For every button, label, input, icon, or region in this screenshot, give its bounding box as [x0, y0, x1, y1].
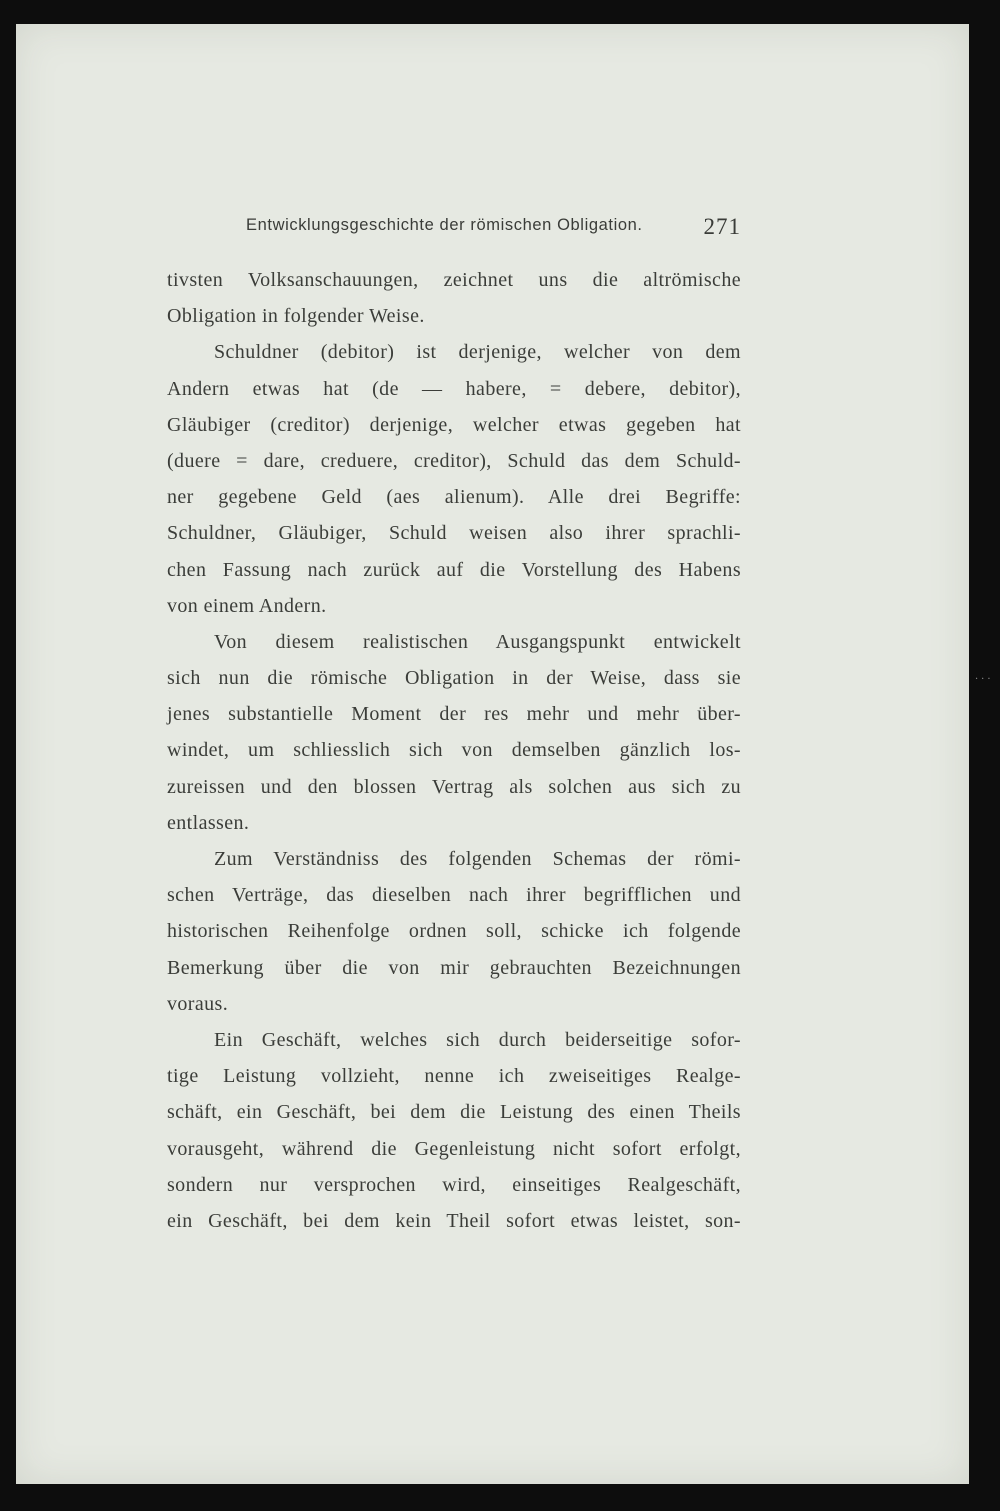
page-edge-dots: ···: [975, 674, 994, 685]
text-line: voraus.: [167, 992, 229, 1015]
running-head: [246, 214, 741, 244]
text-line: Schuldner, Gläubiger, Schuld weisen also ihrer sprachli-: [167, 522, 741, 545]
paragraph-3: [167, 624, 741, 841]
text-line: zureissen und den blossen Vertrag als solchen aus sich zu: [167, 775, 741, 798]
text-line: chen Fassung nach zurück auf die Vorstellung des Habens: [167, 558, 741, 581]
running-title: Entwicklungsgeschichte der römischen Obligation.: [246, 216, 643, 234]
text-line: windet, um schliesslich sich von demselben gänzlich los-: [167, 739, 741, 762]
text-line: tige Leistung vollzieht, nenne ich zweiseitiges Realge-: [167, 1065, 741, 1088]
page-number: 271: [703, 214, 741, 239]
text-line: Von diesem realistischen Ausgangspunkt entwickelt: [214, 630, 741, 653]
text-line: historischen Reihenfolge ordnen soll, schicke ich folgende: [167, 920, 741, 943]
text-line: Obligation in folgender Weise.: [167, 305, 425, 328]
body-text: [167, 262, 741, 1239]
text-line: entlassen.: [167, 811, 250, 834]
text-line: schäft, ein Geschäft, bei dem die Leistung des einen Theils: [167, 1101, 741, 1124]
text-line: ein Geschäft, bei dem kein Theil sofort etwas leistet, son-: [167, 1209, 741, 1232]
paragraph-4: [167, 841, 741, 1022]
book-page: [16, 24, 969, 1484]
paragraph-5: [167, 1022, 741, 1239]
text-line: jenes substantielle Moment der res mehr und mehr über-: [167, 703, 741, 726]
text-line: (duere = dare, creduere, creditor), Schuld das dem Schuld-: [167, 449, 741, 472]
paragraph-2: [167, 334, 741, 624]
text-line: Ein Geschäft, welches sich durch beiderseitige sofor-: [214, 1028, 741, 1051]
text-line: Andern etwas hat (de — habere, = debere, debitor),: [167, 377, 741, 400]
text-line: Schuldner (debitor) ist derjenige, welcher von dem: [214, 341, 741, 364]
text-line: sondern nur versprochen wird, einseitiges Realgeschäft,: [167, 1173, 741, 1196]
text-line: Bemerkung über die von mir gebrauchten Bezeichnungen: [167, 956, 741, 979]
text-line: vorausgeht, während die Gegenleistung nicht sofort erfolgt,: [167, 1137, 741, 1160]
text-line: schen Verträge, das dieselben nach ihrer begrifflichen und: [167, 884, 741, 907]
paragraph-1: [167, 262, 741, 334]
text-line: sich nun die römische Obligation in der Weise, dass sie: [167, 667, 741, 690]
text-line: Gläubiger (creditor) derjenige, welcher etwas gegeben hat: [167, 413, 741, 436]
text-line: Zum Verständniss des folgenden Schemas der römi-: [214, 848, 741, 870]
text-line: ner gegebene Geld (aes alienum). Alle drei Begriffe:: [167, 486, 741, 509]
text-line: von einem Andern.: [167, 594, 327, 617]
text-line: tivsten Volksanschauungen, zeichnet uns die altrömische: [167, 269, 741, 291]
